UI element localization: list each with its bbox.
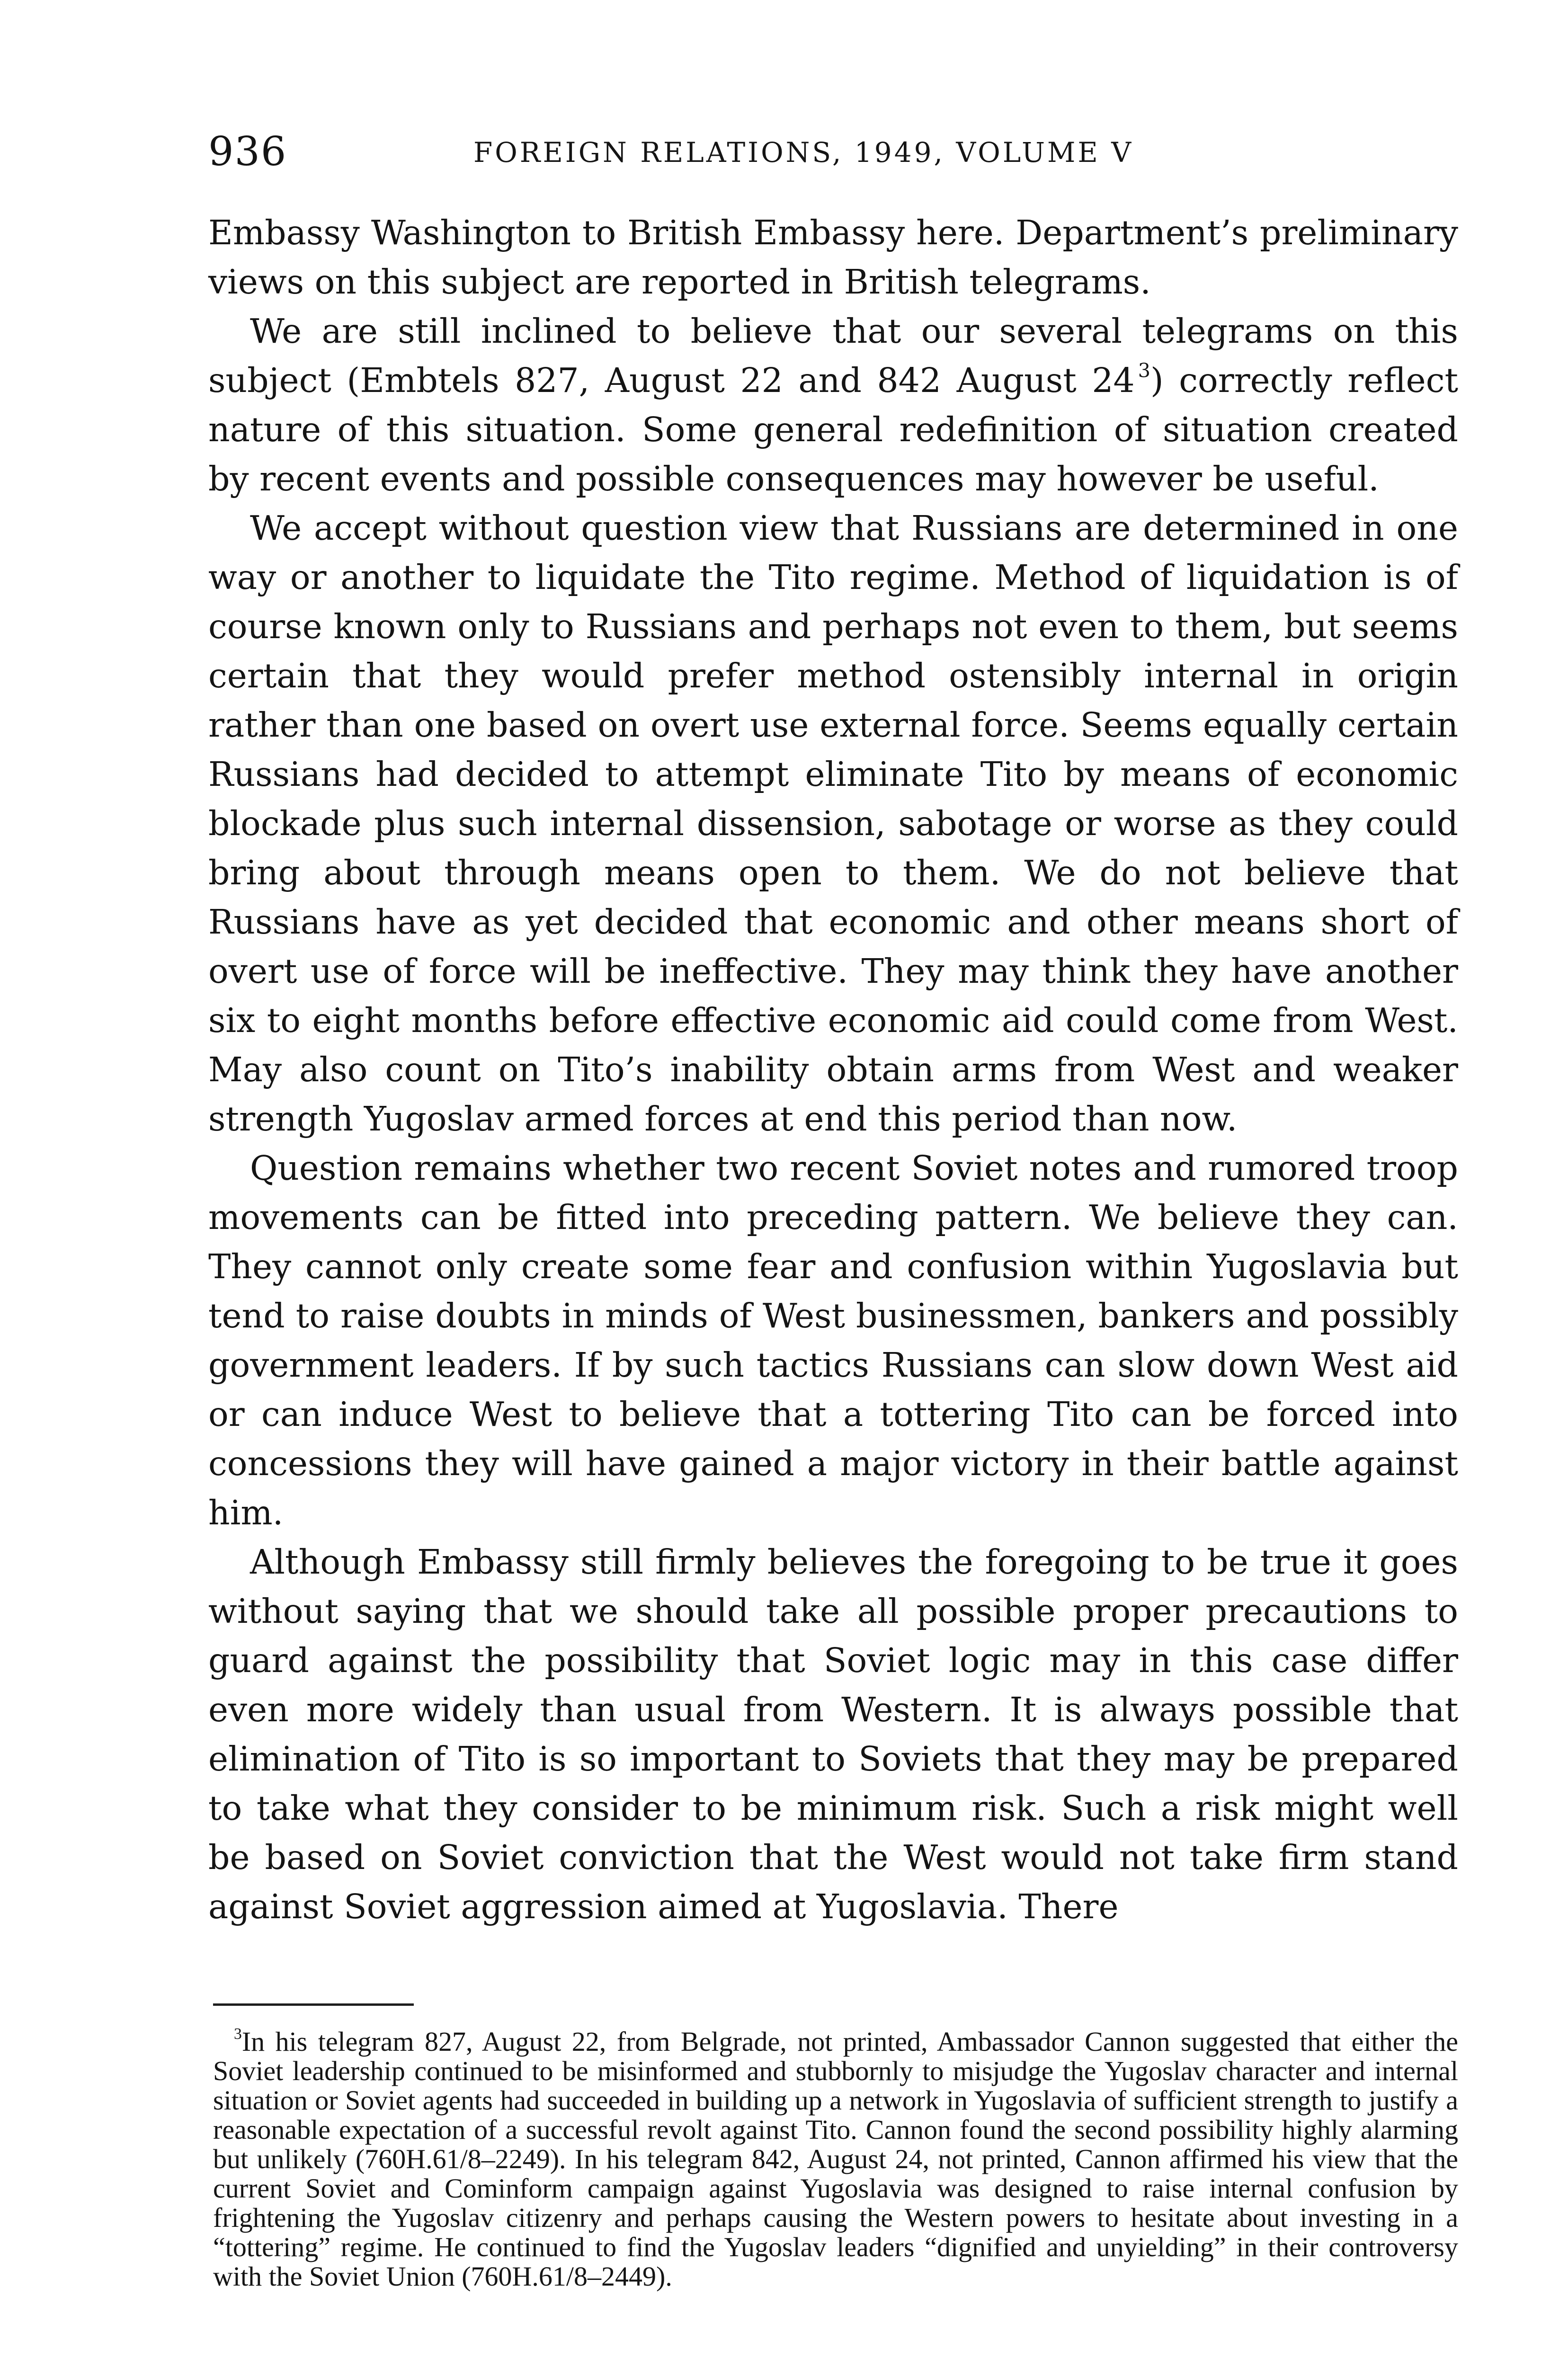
page-number: 936 <box>208 128 287 175</box>
paragraph-1: Embassy Washington to British Embassy here. Department’s preliminary views on this subject are reported in British telegrams. <box>208 213 1458 302</box>
footnote <box>213 2027 1458 2291</box>
paragraph-3: We accept without question view that Russians are determined in one way or another to liquidate the Tito regime. Method of liquidation is of course known only to Russians and perhaps not even to them, but seems certain that they would prefer method ostensibly internal in origin rather than one based on overt use external force. Seems equally certain Russians had decided to attempt eliminate Tito by means of economic blockade plus such internal dissension, sabotage or worse as they could bring about through means open to them. We do not believe that Russians have as yet decided that economic and other means short of overt use of force will be ineffective. They may think they have another six to eight months before effective economic aid could come from West. May also count on Tito’s inability obtain arms from West and weaker strength Yugoslav armed forces at end this period than now. <box>208 508 1458 1139</box>
paragraph-5: Although Embassy still firmly believes the foregoing to be true it goes without saying that we should take all possible proper precautions to guard against the possibility that Soviet logic may in this case differ even more widely than usual from Western. It is always possible that elimination of Tito is so important to Soviets that they may be prepared to take what they consider to be minimum risk. Such a risk might well be based on Soviet conviction that the West would not take firm stand against Soviet aggression aimed at Yugoslavia. There <box>208 1542 1458 1926</box>
paragraph-2-part-2: ) correctly reflect nature of this situation. Some general redefinition of situation created by recent events and possible consequences may however be useful. <box>208 361 1458 498</box>
paragraph-2-part-1: We are still inclined to believe that our several telegrams on this subject (Embtels 827, August 22 and 842 August 24 <box>208 311 1458 400</box>
footnote-marker: 3 <box>234 2025 242 2043</box>
body-text <box>208 208 1458 1931</box>
footnote-divider <box>213 2003 414 2006</box>
footnote-reference: 3 <box>1138 359 1150 383</box>
footnote-text: In his telegram 827, August 22, from Belgrade, not printed, Ambassador Cannon suggested that either the Soviet leadership continued to be misinformed and stubbornly to misjudge the Yugoslav character and internal situation or Soviet agents had succeeded in building up a network in Yugoslavia of sufficient strength to justify a reasonable expectation of a successful revolt against Tito. Cannon found the second possibility highly alarming but unlikely (760H.61/8–2249). In his telegram 842, August 24, not printed, Cannon affirmed his view that the current Soviet and Cominform campaign against Yugoslavia was designed to raise internal confusion by frightening the Yugoslav citizenry and perhaps causing the Western powers to hesitate about investing in a “tottering” regime. He continued to find the Yugoslav leaders “dignified and unyielding” in their controversy with the Soviet Union (760H.61/8–2449). <box>213 2026 1458 2292</box>
running-head: FOREIGN RELATIONS, 1949, VOLUME V <box>473 136 1134 169</box>
page-header <box>208 128 1458 180</box>
paragraph-2 <box>208 307 1458 504</box>
paragraph-4: Question remains whether two recent Soviet notes and rumored troop movements can be fitted into preceding pattern. We believe they can. They cannot only create some fear and confusion within Yugoslavia but tend to raise doubts in minds of West businessmen, bankers and possibly government leaders. If by such tactics Russians can slow down West aid or can induce West to believe that a tottering Tito can be forced into concessions they will have gained a major victory in their battle against him. <box>208 1148 1458 1532</box>
